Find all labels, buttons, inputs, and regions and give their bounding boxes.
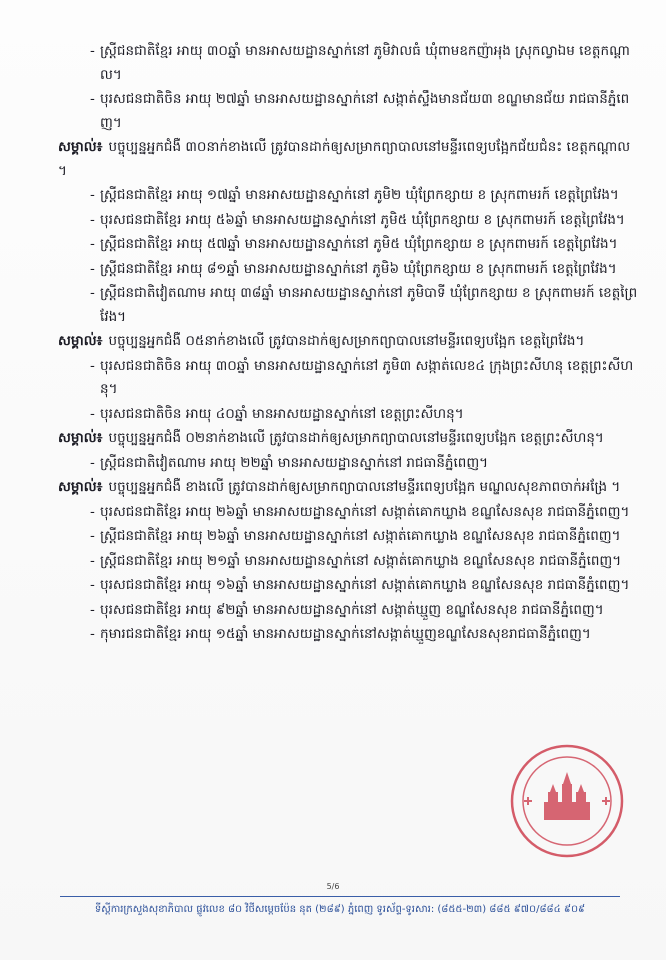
case-list-item: [58, 209, 638, 233]
case-text: បុរសជនជាតិខ្មែរ អាយុ ៩២ឆ្នាំ មានអាសយដ្ឋានស្នាក់នៅ សង្កាត់ឃ្មួញ ខណ្ឌសែនសុខ រាជធានីភ្នំពេញ។: [100, 601, 604, 618]
bullet-dash: -: [90, 405, 95, 422]
case-list-item: [58, 574, 638, 598]
case-list-item: [58, 525, 638, 549]
case-text: បុរសជនជាតិចិន អាយុ ៣០ឆ្នាំ មានអាសយដ្ឋានស្នាក់នៅ ភូមិ៣ សង្កាត់លេខ៤ ក្រុងព្រះសីហនុ ខេត្តព្រះសីហនុ។: [100, 357, 634, 397]
footer-address: ទីស្តីការក្រសួងសុខាភិបាល ផ្លូវលេខ ៨០ វិថីសម្តេចប៉ែន នុត (២៨៩) ភ្នំពេញ ទូរស័ព្ទ-ទូរសារ: (៨៥៥-២៣) ៨៨៥ ៩៧០/៨៨៤ ៩០៩: [94, 904, 586, 915]
case-list-item: [58, 501, 638, 525]
bullet-dash: -: [90, 577, 95, 593]
case-text: ស្ត្រីជនជាតិខ្មែរ អាយុ ២៦ឆ្នាំ មានអាសយដ្ឋានស្នាក់នៅ សង្កាត់គោកឃ្លាង ខណ្ឌសែនសុខ រាជធានីភ្នំពេញ។: [100, 528, 621, 544]
bullet-dash: -: [90, 236, 95, 252]
case-list-item: [58, 550, 638, 574]
case-text: ស្ត្រីជនជាតិខ្មែរ អាយុ ៥៧ឆ្នាំ មានអាសយដ្ឋានស្នាក់នៅ ភូមិ៥ ឃុំព្រែកខ្សាយ ខ ស្រុកពាមរក៍ ខេត្តព្រៃវែង។: [100, 236, 618, 252]
bullet-dash: -: [90, 187, 95, 203]
note-text: បច្ចុប្បន្នអ្នកជំងឺ ០៥នាក់ខាងលើ ត្រូវបានដាក់ឲ្យសម្រាកព្យាបាលនៅមន្ទីរពេទ្យបង្អែក ខេត្តព្រៃវែង។: [108, 333, 585, 349]
note-text: បច្ចុប្បន្នអ្នកជំងឺ ៣០នាក់ខាងលើ ត្រូវបានដាក់ឲ្យសម្រាកព្យាបាលនៅមន្ទីរពេទ្យបង្អែកជ័យជំនះ ខេត្តកណ្ដាល។: [58, 139, 631, 179]
bullet-dash: -: [90, 601, 95, 618]
case-text: បុរសជនជាតិចិន អាយុ ៤០ឆ្នាំ មានអាសយដ្ឋានស្នាក់នៅ ខេត្តព្រះសីហនុ។: [100, 405, 464, 422]
case-list-item: [58, 258, 638, 282]
bullet-dash: -: [90, 43, 95, 59]
case-list-item: [58, 233, 638, 257]
case-text: ស្ត្រីជនជាតិវៀតណាម អាយុ ៣៨ឆ្នាំ មានអាសយដ្ឋានស្នាក់នៅ ភូមិបាទី ឃុំព្រែកខ្សាយ ខ ស្រុកពាមរក៍ ខេត្តព្រៃវែង។: [100, 285, 638, 325]
bullet-dash: -: [90, 285, 95, 301]
case-list-item: [58, 599, 638, 623]
note-text: បច្ចុប្បន្នអ្នកជំងឺ ០២នាក់ខាងលើ ត្រូវបានដាក់ឲ្យសម្រាកព្យាបាលនៅមន្ទីរពេទ្យបង្អែក ខេត្តព្រះសីហនុ។: [108, 430, 604, 446]
case-text: បុរសជនជាតិចិន អាយុ ២៧ឆ្នាំ មានអាសយដ្ឋានស្នាក់នៅ សង្កាត់ស្ទឹងមានជ័យ៣ ខណ្ឌមានជ័យ រាជធានីភ្នំពេញ។: [100, 91, 630, 131]
case-text: ស្ត្រីជនជាតិខ្មែរ អាយុ ២១ឆ្នាំ មានអាសយដ្ឋានស្នាក់នៅ សង្កាត់គោកឃ្លាង ខណ្ឌសែនសុខ រាជធានីភ្នំពេញ។: [100, 552, 622, 569]
official-seal-stamp: [508, 742, 626, 860]
bullet-dash: -: [90, 357, 95, 374]
note-label: សម្គាល់៖: [58, 139, 103, 155]
footer-divider: [60, 896, 620, 897]
case-list-item: [58, 403, 638, 427]
page-number: 5/6: [326, 882, 340, 891]
note-paragraph: [58, 427, 638, 451]
case-text: ស្ត្រីជនជាតិខ្មែរ អាយុ ៣០ឆ្នាំ មានអាសយដ្ឋានស្នាក់នៅ ភូមិវាលធំ ឃុំពាមឧកញ៉ាអុង ស្រុកល្វាឯម ខេត្តកណ្ដាល។: [100, 43, 630, 83]
note-paragraph: [58, 136, 638, 183]
bullet-dash: -: [90, 552, 95, 569]
bullet-dash: -: [90, 626, 95, 642]
case-list-item: [58, 88, 638, 135]
case-text: ស្ត្រីជនជាតិវៀតណាម អាយុ ២២ឆ្នាំ មានអាសយដ្ឋានស្នាក់នៅ រាជធានីភ្នំពេញ។: [100, 454, 489, 471]
note-label: សម្គាល់៖: [58, 430, 103, 446]
bullet-dash: -: [90, 91, 95, 107]
note-paragraph: [58, 330, 638, 354]
note-label: សម្គាល់៖: [58, 479, 103, 495]
bullet-dash: -: [90, 211, 95, 228]
case-text: កុមារជនជាតិខ្មែរ អាយុ ១៥ឆ្នាំ មានអាសយដ្ឋានស្នាក់នៅសង្កាត់ឃ្មួញខណ្ឌសែនសុខរាជធានីភ្នំពេញ។: [100, 626, 591, 642]
case-list-item: [58, 282, 638, 329]
case-list-item: [58, 184, 638, 208]
case-text: ស្ត្រីជនជាតិខ្មែរ អាយុ ១៧ឆ្នាំ មានអាសយដ្ឋានស្នាក់នៅ ភូមិ២ ឃុំព្រែកខ្សាយ ខ ស្រុកពាមរក៍ ខេត្តព្រៃវែង។: [100, 187, 619, 203]
bullet-dash: -: [90, 454, 95, 471]
note-paragraph: [58, 476, 638, 500]
case-list-item: [58, 623, 638, 647]
bullet-dash: -: [90, 503, 95, 520]
note-text: បច្ចុប្បន្នអ្នកជំងឺ ខាងលើ ត្រូវបានដាក់ឲ្យសម្រាកព្យាបាលនៅមន្ទីរពេទ្យបង្អែក មណ្ឌលសុខភាពចាក់អង្រែ ។: [108, 479, 621, 495]
bullet-dash: -: [90, 528, 95, 544]
case-list-item: [58, 355, 638, 402]
case-list-item: [58, 40, 638, 87]
document-body: [58, 40, 638, 648]
note-label: សម្គាល់៖: [58, 333, 103, 349]
case-text: បុរសជនជាតិខ្មែរ អាយុ ២៦ឆ្នាំ មានអាសយដ្ឋានស្នាក់នៅ សង្កាត់គោកឃ្លាង ខណ្ឌសែនសុខ រាជធានីភ្នំពេញ។: [100, 503, 630, 520]
case-text: បុរសជនជាតិខ្មែរ អាយុ ៥៦ឆ្នាំ មានអាសយដ្ឋានស្នាក់នៅ ភូមិ៥ ឃុំព្រែកខ្សាយ ខ ស្រុកពាមរក៍ ខេត្តព្រៃវែង។: [100, 211, 625, 228]
case-text: បុរសជនជាតិខ្មែរ អាយុ ១៦ឆ្នាំ មានអាសយដ្ឋានស្នាក់នៅ សង្កាត់គោកឃ្លាង ខណ្ឌសែនសុខ រាជធានីភ្នំពេញ។: [100, 577, 630, 593]
case-text: ស្ត្រីជនជាតិខ្មែរ អាយុ ៨១ឆ្នាំ មានអាសយដ្ឋានស្នាក់នៅ ភូមិ៦ ឃុំព្រែកខ្សាយ ខ ស្រុកពាមរក៍ ខេត្តព្រៃវែង។: [100, 260, 617, 277]
bullet-dash: -: [90, 260, 95, 277]
case-list-item: [58, 452, 638, 476]
